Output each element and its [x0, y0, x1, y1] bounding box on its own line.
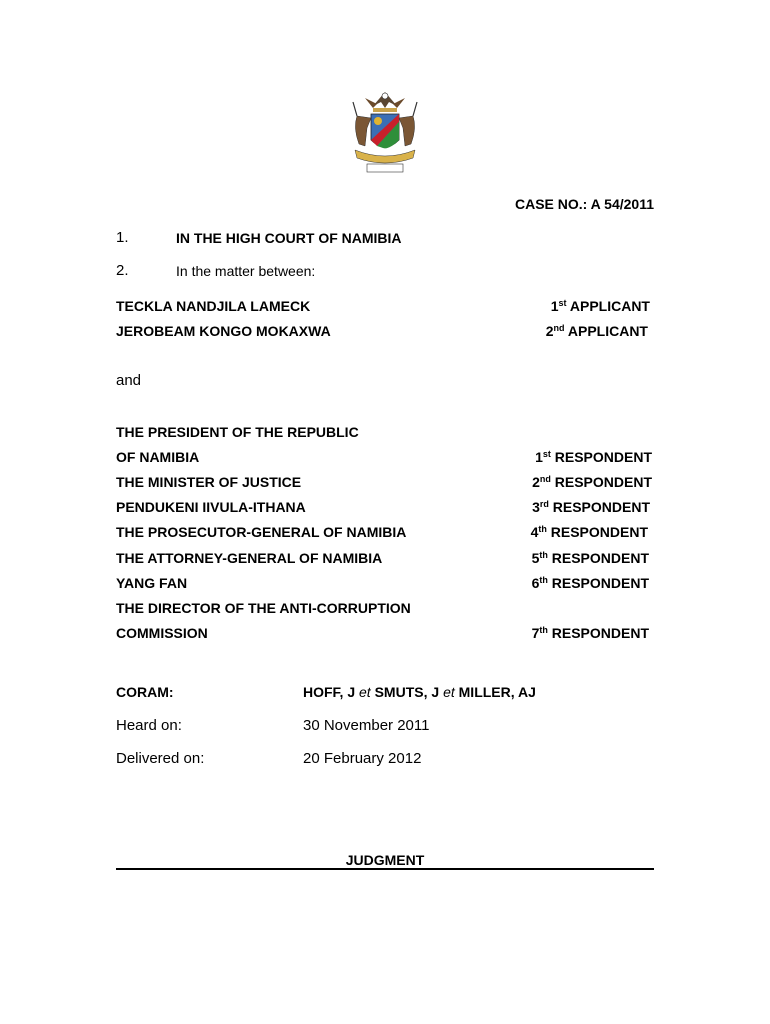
respondent-4-name: THE PROSECUTOR-GENERAL OF NAMIBIA	[116, 524, 407, 540]
respondent-3-name: PENDUKENI IIVULA-ITHANA	[116, 499, 306, 515]
delivered-date: 20 February 2012	[303, 750, 422, 767]
judgment-title: JUDGMENT	[345, 852, 425, 868]
respondent-7-line1: THE DIRECTOR OF THE ANTI-CORRUPTION	[116, 600, 411, 616]
respondent-7-line2: COMMISSION	[116, 625, 208, 641]
respondent-6-name: YANG FAN	[116, 575, 188, 591]
respondent-3-role: 3rd RESPONDENT	[532, 499, 650, 515]
list-number-1: 1.	[116, 229, 129, 246]
respondent-5-name: THE ATTORNEY-GENERAL OF NAMIBIA	[116, 550, 383, 566]
list-number-2: 2.	[116, 262, 129, 279]
coram-judges: HOFF, J et SMUTS, J et MILLER, AJ	[303, 684, 536, 700]
heard-label: Heard on:	[116, 717, 182, 734]
heard-date: 30 November 2011	[303, 717, 430, 734]
court-name: IN THE HIGH COURT OF NAMIBIA	[176, 230, 402, 246]
respondent-5-role: 5th RESPONDENT	[531, 550, 649, 566]
applicant-1-name: TECKLA NANDJILA LAMECK	[116, 298, 311, 314]
judgment-divider	[116, 868, 654, 870]
applicant-1-role: 1st APPLICANT	[550, 298, 650, 314]
matter-between: In the matter between:	[176, 263, 316, 279]
delivered-label: Delivered on:	[116, 750, 205, 767]
respondent-7-role: 7th RESPONDENT	[531, 625, 649, 641]
applicant-2-role: 2nd APPLICANT	[545, 323, 648, 339]
respondent-1-role: 1st RESPONDENT	[535, 449, 652, 465]
coram-label: CORAM:	[116, 684, 174, 700]
respondent-4-role: 4th RESPONDENT	[530, 524, 648, 540]
coat-of-arms-icon	[343, 88, 427, 180]
case-number: CASE NO.: A 54/2011	[514, 196, 654, 212]
respondent-1-line2: OF NAMIBIA	[116, 449, 200, 465]
respondent-2-name: THE MINISTER OF JUSTICE	[116, 474, 302, 490]
respondent-2-role: 2nd RESPONDENT	[532, 474, 652, 490]
respondent-1-line1: THE PRESIDENT OF THE REPUBLIC	[116, 424, 359, 440]
applicant-2-name: JEROBEAM KONGO MOKAXWA	[116, 323, 331, 339]
and-word: and	[116, 372, 142, 389]
respondent-6-role: 6th RESPONDENT	[531, 575, 649, 591]
